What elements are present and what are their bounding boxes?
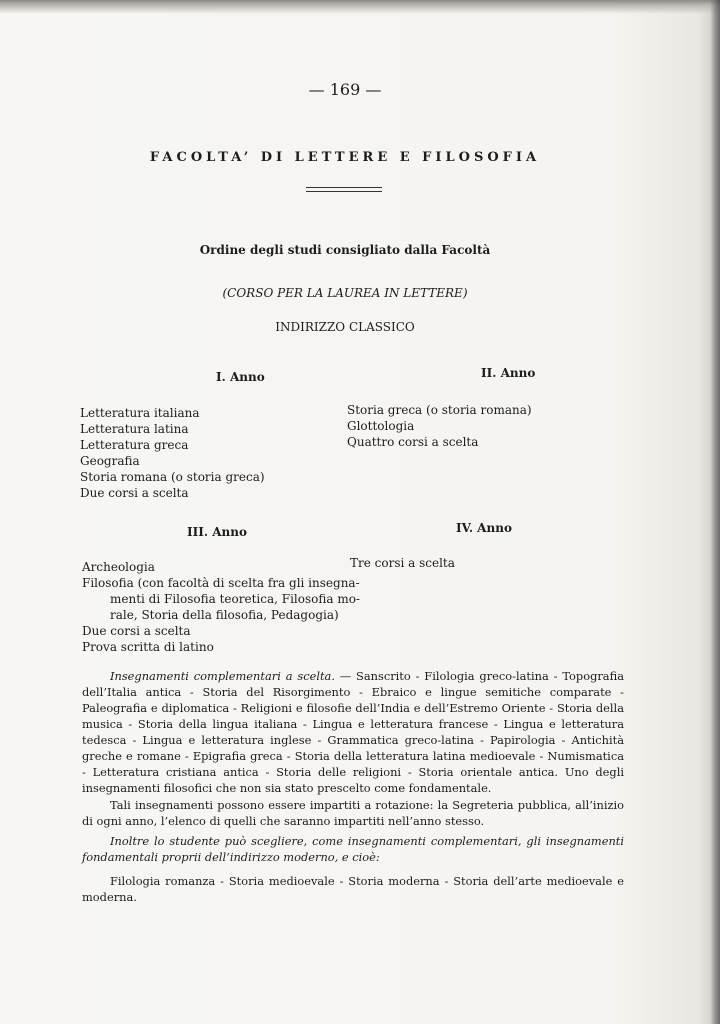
ordine-heading: Ordine degli studi consigliato dalla Facoltà: [199, 243, 491, 257]
title-double-rule: [306, 187, 382, 192]
list-item: Archeologia: [82, 560, 155, 574]
list-item: Letteratura latina: [80, 422, 189, 436]
list-item: Glottologia: [347, 419, 415, 433]
faculty-title: FACOLTA’ DI LETTERE E FILOSOFIA: [149, 150, 541, 165]
list-item: Letteratura greca: [80, 438, 189, 452]
year-1-heading: I. Anno: [216, 370, 265, 384]
list-item: Due corsi a scelta: [80, 486, 189, 500]
scan-top-shadow: [0, 0, 720, 14]
complementari-paragraph: [82, 668, 624, 796]
moderno-paragraph: Filologia romanza - Storia medioevale - Storia moderna - Storia dell’arte medioevale e moderna.: [82, 874, 624, 904]
list-item: Filosofia (con facoltà di scelta fra gli insegna-: [82, 576, 360, 590]
inoltre-paragraph: Inoltre lo studente può scegliere, come insegnamenti complementari, gli insegnamenti fondamentali proprii dell’indirizzo moderno, e cioè:: [82, 834, 624, 864]
year-2-heading: II. Anno: [481, 366, 536, 380]
year-1-list: [80, 405, 265, 501]
corso-heading: (CORSO PER LA LAUREA IN LETTERE): [222, 286, 468, 300]
scan-right-edge: [710, 0, 720, 1024]
year-3-list: [82, 559, 360, 655]
list-item: Tre corsi a scelta: [350, 556, 455, 570]
list-item: Geografia: [80, 454, 140, 468]
rotazione-paragraph: Tali insegnamenti possono essere impartiti a rotazione: la Segreteria pubblica, all’inizio di ogni anno, l’elenco di quelli che saranno impartiti nell’anno stesso.: [82, 798, 624, 828]
list-item-continuation: rale, Storia della filosofia, Pedagogia): [110, 608, 339, 622]
complementari-text: — Sanscrito - Filologia greco-latina - Topografia dell’Italia antica - Storia del Risorgimento - Ebraico e lingue semitiche comparate - Paleografia e diplomatica - Religioni e filosofie dell’India e dell’Estremo Oriente - Storia della musica - Storia della lingua italiana - Lingua e letteratura francese - Lingua e letteratura tedesca - Lingua e letteratura inglese - Grammatica greco-latina - Papirologia - Antichità greche e romane - Epigrafia greca - Storia della letteratura latina medioevale - Numismatica - Letteratura cristiana antica - Storia delle religioni - Storia orientale antica. Uno degli insegnamenti filosofici che non sia stato prescelto come fondamentale.: [82, 669, 624, 795]
list-item: Due corsi a scelta: [82, 624, 191, 638]
list-item: Prova scritta di latino: [82, 640, 214, 654]
year-4-list: [350, 555, 455, 571]
list-item: Quattro corsi a scelta: [347, 435, 479, 449]
year-4-heading: IV. Anno: [456, 521, 512, 535]
year-2-list: [347, 402, 532, 450]
list-item: Storia greca (o storia romana): [347, 403, 532, 417]
list-item: Storia romana (o storia greca): [80, 470, 265, 484]
list-item-continuation: menti di Filosofia teoretica, Filosofia mo-: [110, 592, 360, 606]
complementari-label: Insegnamenti complementari a scelta.: [110, 669, 335, 683]
list-item: Letteratura italiana: [80, 406, 200, 420]
indirizzo-heading: INDIRIZZO CLASSICO: [275, 320, 415, 334]
year-3-heading: III. Anno: [187, 525, 247, 539]
page-number: — 169 —: [308, 80, 382, 99]
